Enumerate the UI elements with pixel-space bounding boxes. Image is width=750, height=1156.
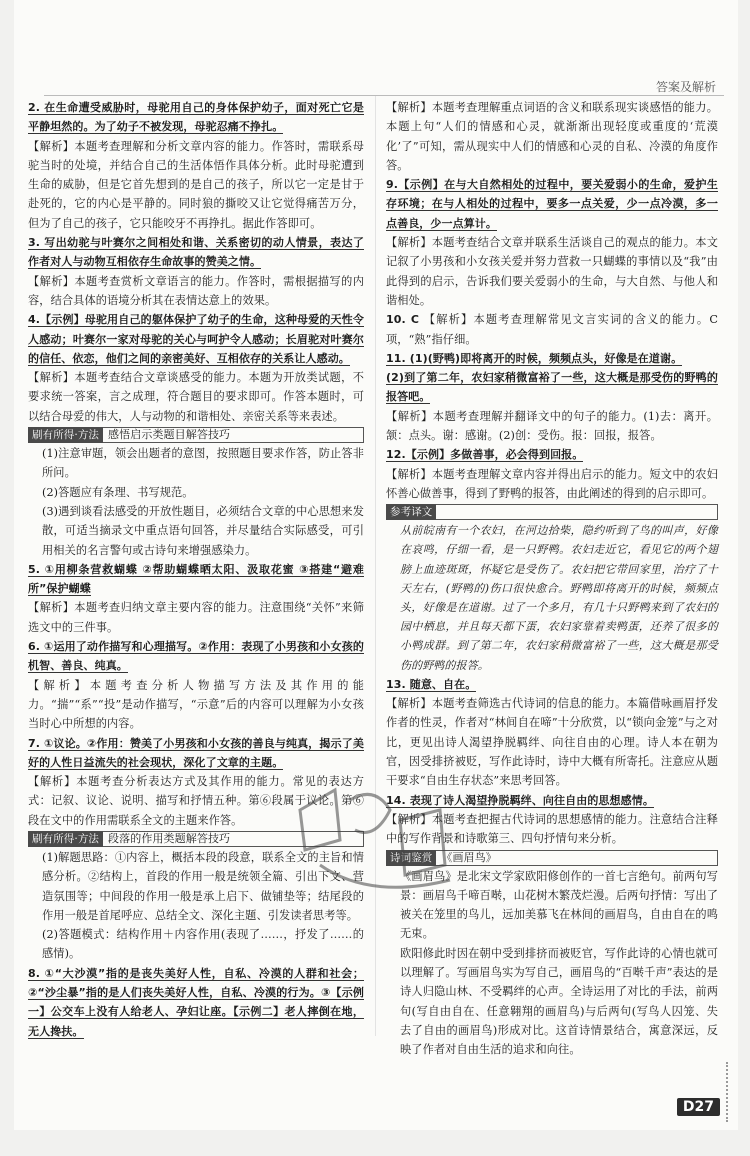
translation-paragraph: 从前皖南有一个农妇，在河边拾柴，隐约听到了鸟的叫声，好像在哀鸣，仔细一看，是一只野鸭。农妇走近它，看见它的两个翅膀上血迹斑斑，怀疑它是受伤了。农妇把它带回家里，治疗了十天左右，(野鸭的)伤口很快愈合。野鸭即将离开的时候，频频点头，好像是在道谢。过了一个多月，有几十只野鸭来到了农妇的园中栖息，并且每天都下蛋，农妇家靠着卖鸭蛋，还养了很多的小鸭成群。到了第二年，农妇家稍微富裕了一些，这大概是那受伤的野鸭的报答。 xyxy=(400,524,718,672)
answer-text: 4.【示例】母驼用自己的躯体保护了幼子的生命，这种母爱的天性令人感动；叶赛尔一家对母驼的关心与呵护令人感动；长眉驼对叶赛尔的信任、依恋，他们之间的亲密美好、互相依存的关系让人感动。 xyxy=(28,313,364,365)
answer-text: 3. 写出幼驼与叶赛尔之间相处和谐、关系密切的动人情景，表达了作者对人与动物互相依存生命故事的赞美之情。 xyxy=(28,236,364,269)
method-paragraph: (2)答题模式：结构作用＋内容作用(表现了……，抒发了……的感情)。 xyxy=(42,928,364,961)
analysis-paragraph: 【解析】本题考查结合文章并联系生活谈自己的观点的能力。本文记叙了小男孩和小女孩关爱并努力营救一只蝴蝶的事情以及“我”由此得到的启示，告诉我们要关爱弱小的生命，与大自然、与他人和谐相处。 xyxy=(386,236,718,307)
section-banner xyxy=(28,831,364,847)
answer-item xyxy=(28,233,364,272)
analysis-paragraph: 【解析】本题考查筛选古代诗词的信息的能力。本篇借咏画眉抒发作者的性灵，作者对“林间自在啼”十分欣赏，以“锁向金笼”与之对比，更见出诗人渴望挣脱羁绊、向往自由的心理。诗人本在朝为官，因受排挤被贬，写作此诗时，诗中大概有所寄托。注意应从题干要求“自由生存状态”来思考回答。 xyxy=(386,697,718,788)
analysis-paragraph: 【解析】本题考查分析表达方式及其作用的能力。常见的表达方式：记叙、议论、说明、描写和抒情五种。第⑥段属于议论。第⑥段在文中的作用需联系全文的主题来作答。 xyxy=(28,775,364,827)
section-rule xyxy=(436,504,718,520)
page-number: D27 xyxy=(677,1098,720,1116)
method-paragraph: (3)遇到谈看法感受的开放性题目，必须结合文章的中心思想来发散，可适当摘录文中重点语句回答，并尽量结合实际感受，可引用相关的名言警句或古诗句来增强感染力。 xyxy=(42,504,364,557)
left-column xyxy=(28,98,364,1041)
section-tag: 参考译文 xyxy=(386,504,436,520)
answer-text: 5. ①用柳条营救蝴蝶 ②帮助蝴蝶晒太阳、汲取花蜜 ③搭建“避难所”保护蝴蝶 xyxy=(28,562,364,596)
answer-item xyxy=(28,310,364,368)
answer-item xyxy=(28,560,364,599)
answer-item xyxy=(386,368,718,407)
answer-text: 7. ①议论。②作用：赞美了小男孩和小女孩的善良与纯真，揭示了美好的人性日益流失的社会现状，深化了文章的主题。 xyxy=(28,736,364,769)
answer-text: 12.【示例】多做善事，必会得到回报。 xyxy=(386,448,584,462)
analysis-paragraph: 【解析】本题考查理解重点词语的含义和联系现实谈感悟的能力。本题上句“人们的情感和心灵，就渐渐出现轻度或重度的‘荒漠化’了”可知，需从现实中人们的情感和心灵的自私、冷漠的角度作答。 xyxy=(386,101,718,172)
page-header: 答案及解析 xyxy=(655,80,716,94)
section-tag: 刷有所得·方法 xyxy=(28,831,103,847)
analysis-paragraph: 【解析】本题考查把握古代诗词的思想感情的能力。注意结合注释中的写作背景和诗歌第三、四句抒情句来分析。 xyxy=(386,812,718,846)
analysis-paragraph: 【解析】本题考查归纳文章主要内容的能力。注意围绕“关怀”来筛选文中的三件事。 xyxy=(28,601,364,634)
answer-item xyxy=(386,349,718,368)
answer-item xyxy=(386,310,718,349)
answer-text: 13. 随意、自在。 xyxy=(386,677,477,691)
answer-text: 14. 表现了诗人渴望挣脱羁绊、向往自由的思想感情。 xyxy=(386,793,654,807)
method-paragraph: (1)注意审题，领会出题者的意图，按照题目要求作答，防止答非所问。 xyxy=(42,447,364,480)
answer-text: 9.【示例】在与大自然相处的过程中，要关爱弱小的生命，爱护生存环境；在与人相处的过程中，要多一点关爱，少一点冷漠，多一点善良，少一点算计。 xyxy=(386,178,718,230)
analysis-text: 【解析】本题考查理解常见文言实词的含义的能力。C项，“熟”指仔细。 xyxy=(386,313,719,346)
method-paragraph: (1)解题思路：①内容上，概括本段的段意，联系全文的主旨和情感分析。②结构上，首段的作用一般是统领全篇、引出下文、营造氛围等；中间段的作用一般是承上启下、做铺垫等；结尾段的作用一般是首尾呼应、总结全文、深化主题、引发读者思考等。 xyxy=(42,850,364,922)
section-banner xyxy=(28,427,364,443)
header-rule xyxy=(44,95,724,96)
section-tag: 刷有所得·方法 xyxy=(28,427,103,443)
answer-text: 8. ①“大沙漠”指的是丧失美好人性，自私、冷漠的人群和社会；②“沙尘暴”指的是人们丧失美好人性，自私、冷漠的行为。③【示例一】公交车上没有人给老人、孕妇让座。【示例二】老人摔倒在地，无人搀扶。 xyxy=(28,966,364,1038)
section-banner xyxy=(386,850,718,866)
answer-item xyxy=(28,637,364,676)
answer-item xyxy=(28,964,364,1041)
section-title: 《画眉鸟》 xyxy=(436,850,718,866)
method-paragraph: 《画眉鸟》是北宋文学家欧阳修创作的一首七言绝句。前两句写景：画眉鸟千啼百啭，山花树木繁茂烂漫。后两句抒情：写出了被关在笼里的鸟儿，远加美慕飞在林间的画眉鸟，自由自在的鸣无束。 xyxy=(400,869,718,941)
section-title: 段落的作用类题解答技巧 xyxy=(103,831,364,847)
column-divider xyxy=(375,96,376,1036)
method-paragraph: (2)答题应有条理、书写规范。 xyxy=(42,485,194,499)
answer-item xyxy=(28,734,364,773)
edge-dots xyxy=(726,1062,736,1122)
analysis-paragraph: 【解析】本题考查理解和分析文章内容的能力。作答时，需联系母驼当时的处境，并结合自己的生活体悟作具体分析。此时母驼遭到生命的威胁，但是它首先想到的是自己的孩子，所以它一定是甘于赴死的，它的内心是平静的。同时狼的撕咬又让它觉得痛苦万分，但为了自己的孩子，它只能咬牙不再挣扎。据此作答即可。 xyxy=(28,139,364,230)
section-title: 感悟启示类题目解答技巧 xyxy=(103,427,364,443)
analysis-paragraph: 【解析】本题考查分析人物描写方法及其作用的能力。“揣”“系”“投”是动作描写，“示意”后的内容可以理解为小女孩当时心中所想的内容。 xyxy=(28,678,364,731)
answer-label: 10. C xyxy=(386,313,420,327)
analysis-paragraph: 【解析】本题考查理解并翻译文中的句子的能力。(1)去：离开。颔：点头。谢：感谢。(2)创：受伤。报：回报，报答。 xyxy=(386,409,718,443)
answer-item xyxy=(386,675,718,694)
section-banner xyxy=(386,504,718,520)
answer-item xyxy=(28,98,364,137)
answer-text: (2)到了第二年，农妇家稍微富裕了一些，这大概是那受伤的野鸭的报答吧。 xyxy=(386,371,718,404)
analysis-paragraph: 【解析】本题考查赏析文章语言的能力。作答时，需根据描写的内容，结合具体的语境分析其在表情达意上的效果。 xyxy=(28,274,364,307)
right-column xyxy=(386,98,718,1060)
answer-text: 11. (1)(野鸭)即将离开的时候，频频点头，好像是在道谢。 xyxy=(386,351,683,365)
answer-item xyxy=(386,445,718,464)
analysis-paragraph: 【解析】本题考查理解文章内容并得出启示的能力。短文中的农妇怀善心做善事，得到了野鸭的报答，由此阐述的得到的启示即可。 xyxy=(386,467,718,500)
analysis-paragraph: 【解析】本题考查结合文章谈感受的能力。本题为开放类试题，不要求统一答案，言之成理，符合题目的要求即可。作答本题时，可以结合母爱的伟大，人与动物的和谐相处、亲密关系等来表述。 xyxy=(28,371,364,423)
answer-text: 6. ①运用了动作描写和心理描写。②作用：表现了小男孩和小女孩的机智、善良、纯真。 xyxy=(28,640,364,673)
section-tag: 诗词鉴赏 xyxy=(386,850,436,866)
answer-item xyxy=(386,175,718,233)
answer-item xyxy=(386,791,718,810)
answer-text: 2. 在生命遭受威胁时，母驼用自己的身体保护幼子，面对死亡它是平静坦然的。为了幼子不被发现，母驼忍痛不挣扎。 xyxy=(28,101,364,134)
method-paragraph: 欧阳修此时因在朝中受到排挤而被贬官，写作此诗的心情也就可以理解了。写画眉鸟实为写自己，画眉鸟的“百啭千声”表达的是诗人归隐山林、不受羁绊的心声。全诗运用了对比的手法，前两句(写自由自在、任意翱翔的画眉鸟)与后两句(写鸟人囚笼、失去了自由的画眉鸟)形成对比。这首诗情景结合，寓意深远，反映了作者对自由生活的追求和向往。 xyxy=(400,946,718,1057)
